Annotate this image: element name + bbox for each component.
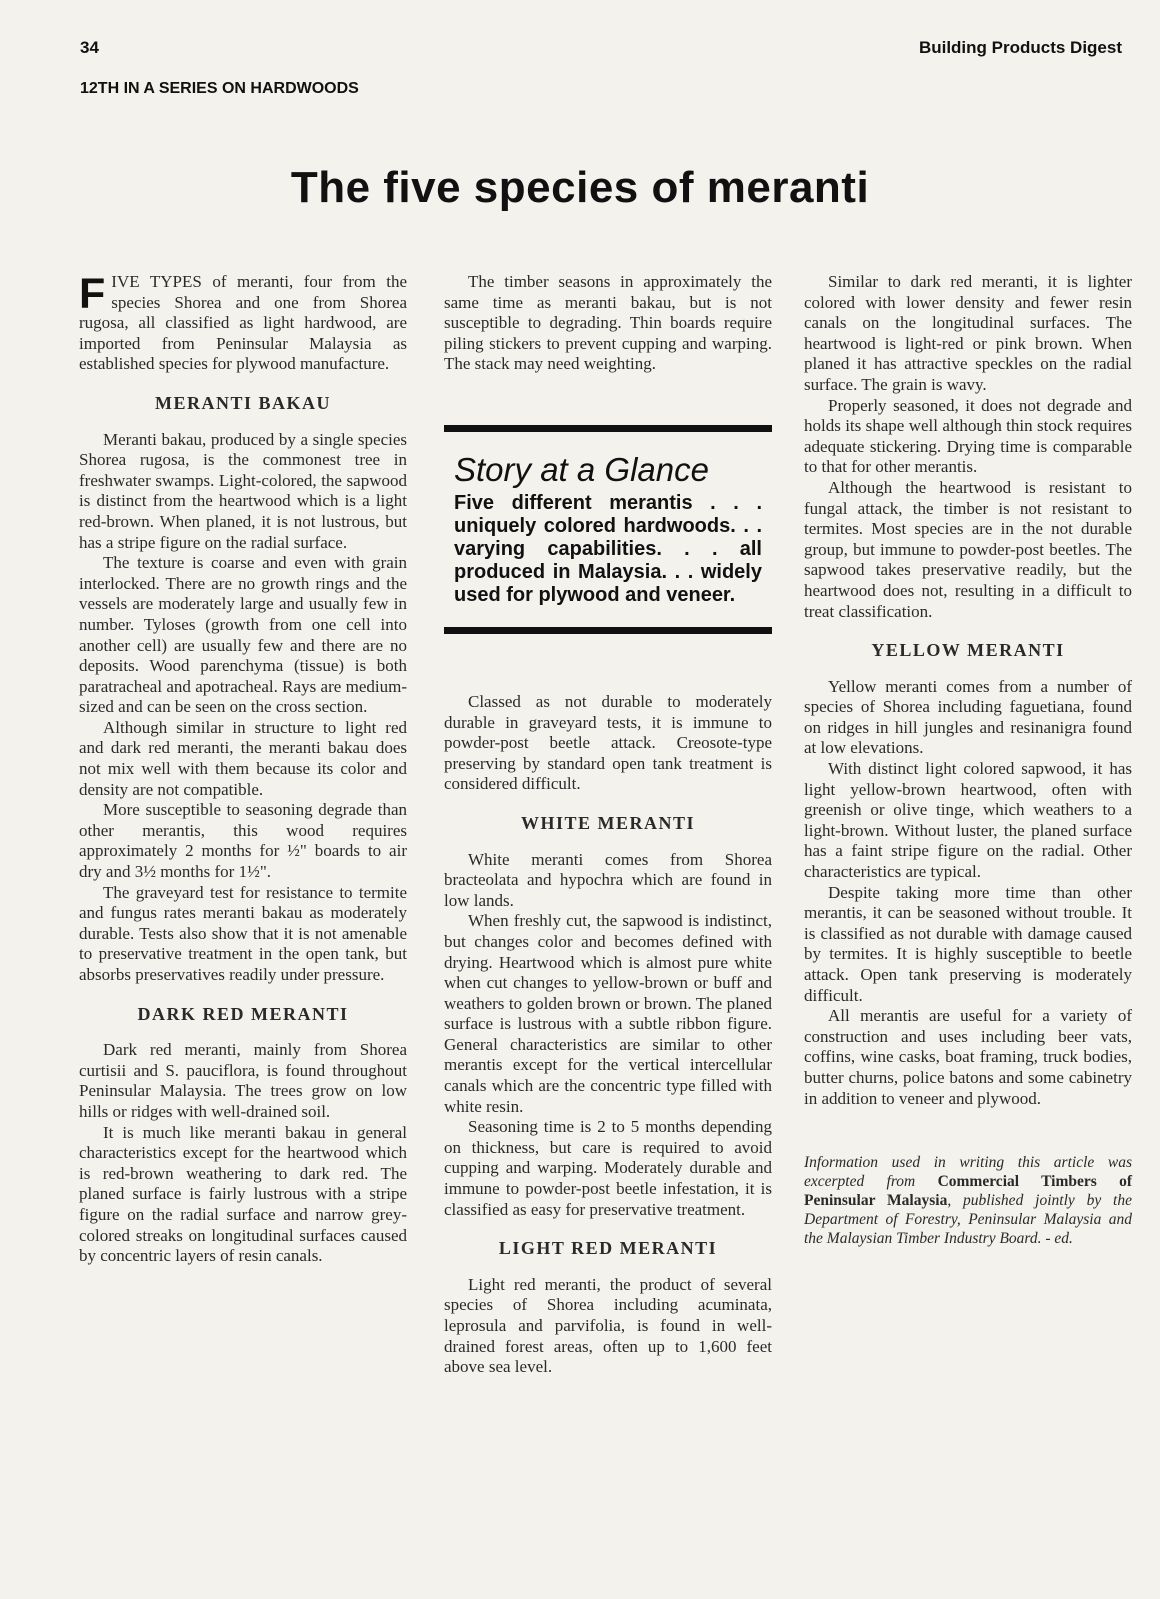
story-at-a-glance-box [444, 425, 772, 634]
intro-paragraph: FIVE TYPES of meranti, four from the species Shorea and one from Shorea rugosa, all classified as light hardwood, are imported from Peninsular Malaysia as established species for plywood manufacture. [79, 270, 407, 374]
glance-summary: Five different merantis . . . uniquely colored hardwoods. . . varying capabilities. . . all produced in Malaysia. . . widely used for plywood and veneer. [454, 491, 762, 606]
section-heading-white: WHITE MERANTI [520, 812, 696, 833]
drop-cap: F [79, 270, 106, 318]
source-credit: Information used in writing this article was excerpted from Commercial Timbers of Peninsular Malaysia, published jointly by the Department of Forestry, Peninsular Malaysia and the Malaysian Timber Industry Board. - ed. [804, 1154, 1132, 1248]
paragraph: When freshly cut, the sapwood is indistinct, but changes color and becomes defined with drying. Heartwood which is almost pure white when cut changes to yellow-brown or buff and weathers to golden brown or brown. The planed surface is lustrous with a subtle ribbon figure. General characteristics are similar to other merantis except for the vertical intercellular canals which are the concentric type filled with white resin. [444, 911, 772, 1116]
section-heading-light-red: LIGHT RED MERANTI [498, 1238, 718, 1259]
series-label: 12TH IN A SERIES ON HARDWOODS [80, 80, 359, 97]
paragraph: Properly seasoned, it does not degrade and holds its shape well although thin stock requires adequate stickering. Drying time is comparable to that for other merantis. [804, 395, 1132, 477]
publication-name: Building Products Digest [918, 38, 1122, 57]
paragraph: Dark red meranti, mainly from Shorea curtisii and S. pauciflora, is found throughout Peninsular Malaysia. The trees grow on low hills or ridges with well-drained soil. [79, 1040, 407, 1121]
paragraph: It is much like meranti bakau in general characteristics except for the heartwood which is red-brown weathering to dark red. The planed surface is fairly lustrous with a stripe figure on the radial surface and narrow grey-colored streaks on longitudinal surfaces caused by concentric layers of resin canals. [79, 1122, 407, 1266]
page-number: 34 [80, 38, 99, 57]
source-title: Commercial Timbers of Peninsular Malaysia [804, 1173, 1132, 1210]
paragraph: More susceptible to seasoning degrade than other merantis, this wood requires approximately 2 months for ½" boards to air dry and 3½ months for 1½". [79, 800, 407, 882]
column-3 [804, 272, 1132, 1248]
paragraph: Similar to dark red meranti, it is lighter colored with lower density and fewer resin canals on the longitudinal surfaces. The heartwood is light-red or pink brown. When planed it has attractive speckles on the radial surface. The grain is wavy. [804, 272, 1132, 394]
section-heading-meranti-bakau: MERANTI BAKAU [154, 392, 331, 413]
paragraph: Although the heartwood is resistant to fungal attack, the timber is not resistant to termites. Most species are in the not durable group, but immune to powder-post beetles. The sapwood takes preservative readily, but the heartwood does not, resulting in a difficult to treat classification. [804, 477, 1132, 621]
section-heading-yellow: YELLOW MERANTI [871, 640, 1065, 661]
paragraph: Despite taking more time than other merantis, it can be seasoned without trouble. It is classified as not durable with damage caused by termites. It is highly susceptible to beetle attack. Open tank preserving is moderately difficult. [804, 882, 1132, 1005]
paragraph: The graveyard test for resistance to termite and fungus rates meranti bakau as moderately durable. Tests also show that it is not amenable to preservative treatment in the open tank, but absorbs preservatives readily under pressure. [79, 882, 407, 984]
paragraph: Yellow meranti comes from a number of species of Shorea including faguetiana, found on ridges in hill jungles and resinanigra found at low elevations. [804, 676, 1132, 758]
paragraph: Classed as not durable to moderately durable in graveyard tests, it is immune to powder-post beetle attack. Creosote-type preserving by standard open tank treatment is considered difficult. [444, 691, 772, 794]
article-headline: The five species of meranti [290, 163, 870, 212]
paragraph: Although similar in structure to light red and dark red meranti, the meranti bakau does not mix well with them because its color and density are not compatible. [79, 717, 407, 799]
paragraph: Seasoning time is 2 to 5 months depending on thickness, but care is required to avoid cupping and warping. Moderately durable and immune to powder-post beetle infestation, it is classified as easy for preservative treatment. [444, 1117, 772, 1219]
paragraph: Light red meranti, the product of several species of Shorea including acuminata, leprosula and parvifolia, is found in well-drained forest areas, often up to 1,600 feet above sea level. [444, 1274, 772, 1377]
paragraph: All merantis are useful for a variety of construction and uses including beer vats, coffins, wine casks, boat framing, truck bodies, butter churns, police batons and some cabinetry in addition to veneer and plywood. [804, 1006, 1132, 1108]
paragraph: White meranti comes from Shorea bracteolata and hypochra which are found in low lands. [444, 849, 772, 910]
column-2 [444, 272, 772, 1378]
paragraph: The texture is coarse and even with grain interlocked. There are no growth rings and the vessels are moderately large and usually few in number. Tyloses (growth from one cell into another cell) are usually few and there are no deposits. Wood parenchyma (tissue) is both paratracheal and apotracheal. Rays are medium-sized and can be seen on the cross section. [79, 553, 407, 717]
paragraph: The timber seasons in approximately the same time as meranti bakau, but is not susceptible to degrading. Thin boards require piling stickers to prevent cupping and warping. The stack may need weighting. [444, 272, 772, 374]
glance-title: Story at a Glance [454, 450, 709, 488]
column-1 [79, 272, 407, 1267]
paragraph: With distinct light colored sapwood, it has light yellow-brown heartwood, often with greenish or olive tinge, which weathers to a light-brown. Without luster, the planed surface has a faint stripe figure on the radial. Other characteristics are typical. [804, 759, 1132, 882]
section-heading-dark-red: DARK RED MERANTI [137, 1003, 349, 1024]
paragraph: Meranti bakau, produced by a single species Shorea rugosa, is the commonest tree in freshwater swamps. Light-colored, the sapwood is distinct from the heartwood which is a light red-brown. When planed, it is not lustrous, but has a stripe figure on the radial surface. [79, 429, 407, 552]
